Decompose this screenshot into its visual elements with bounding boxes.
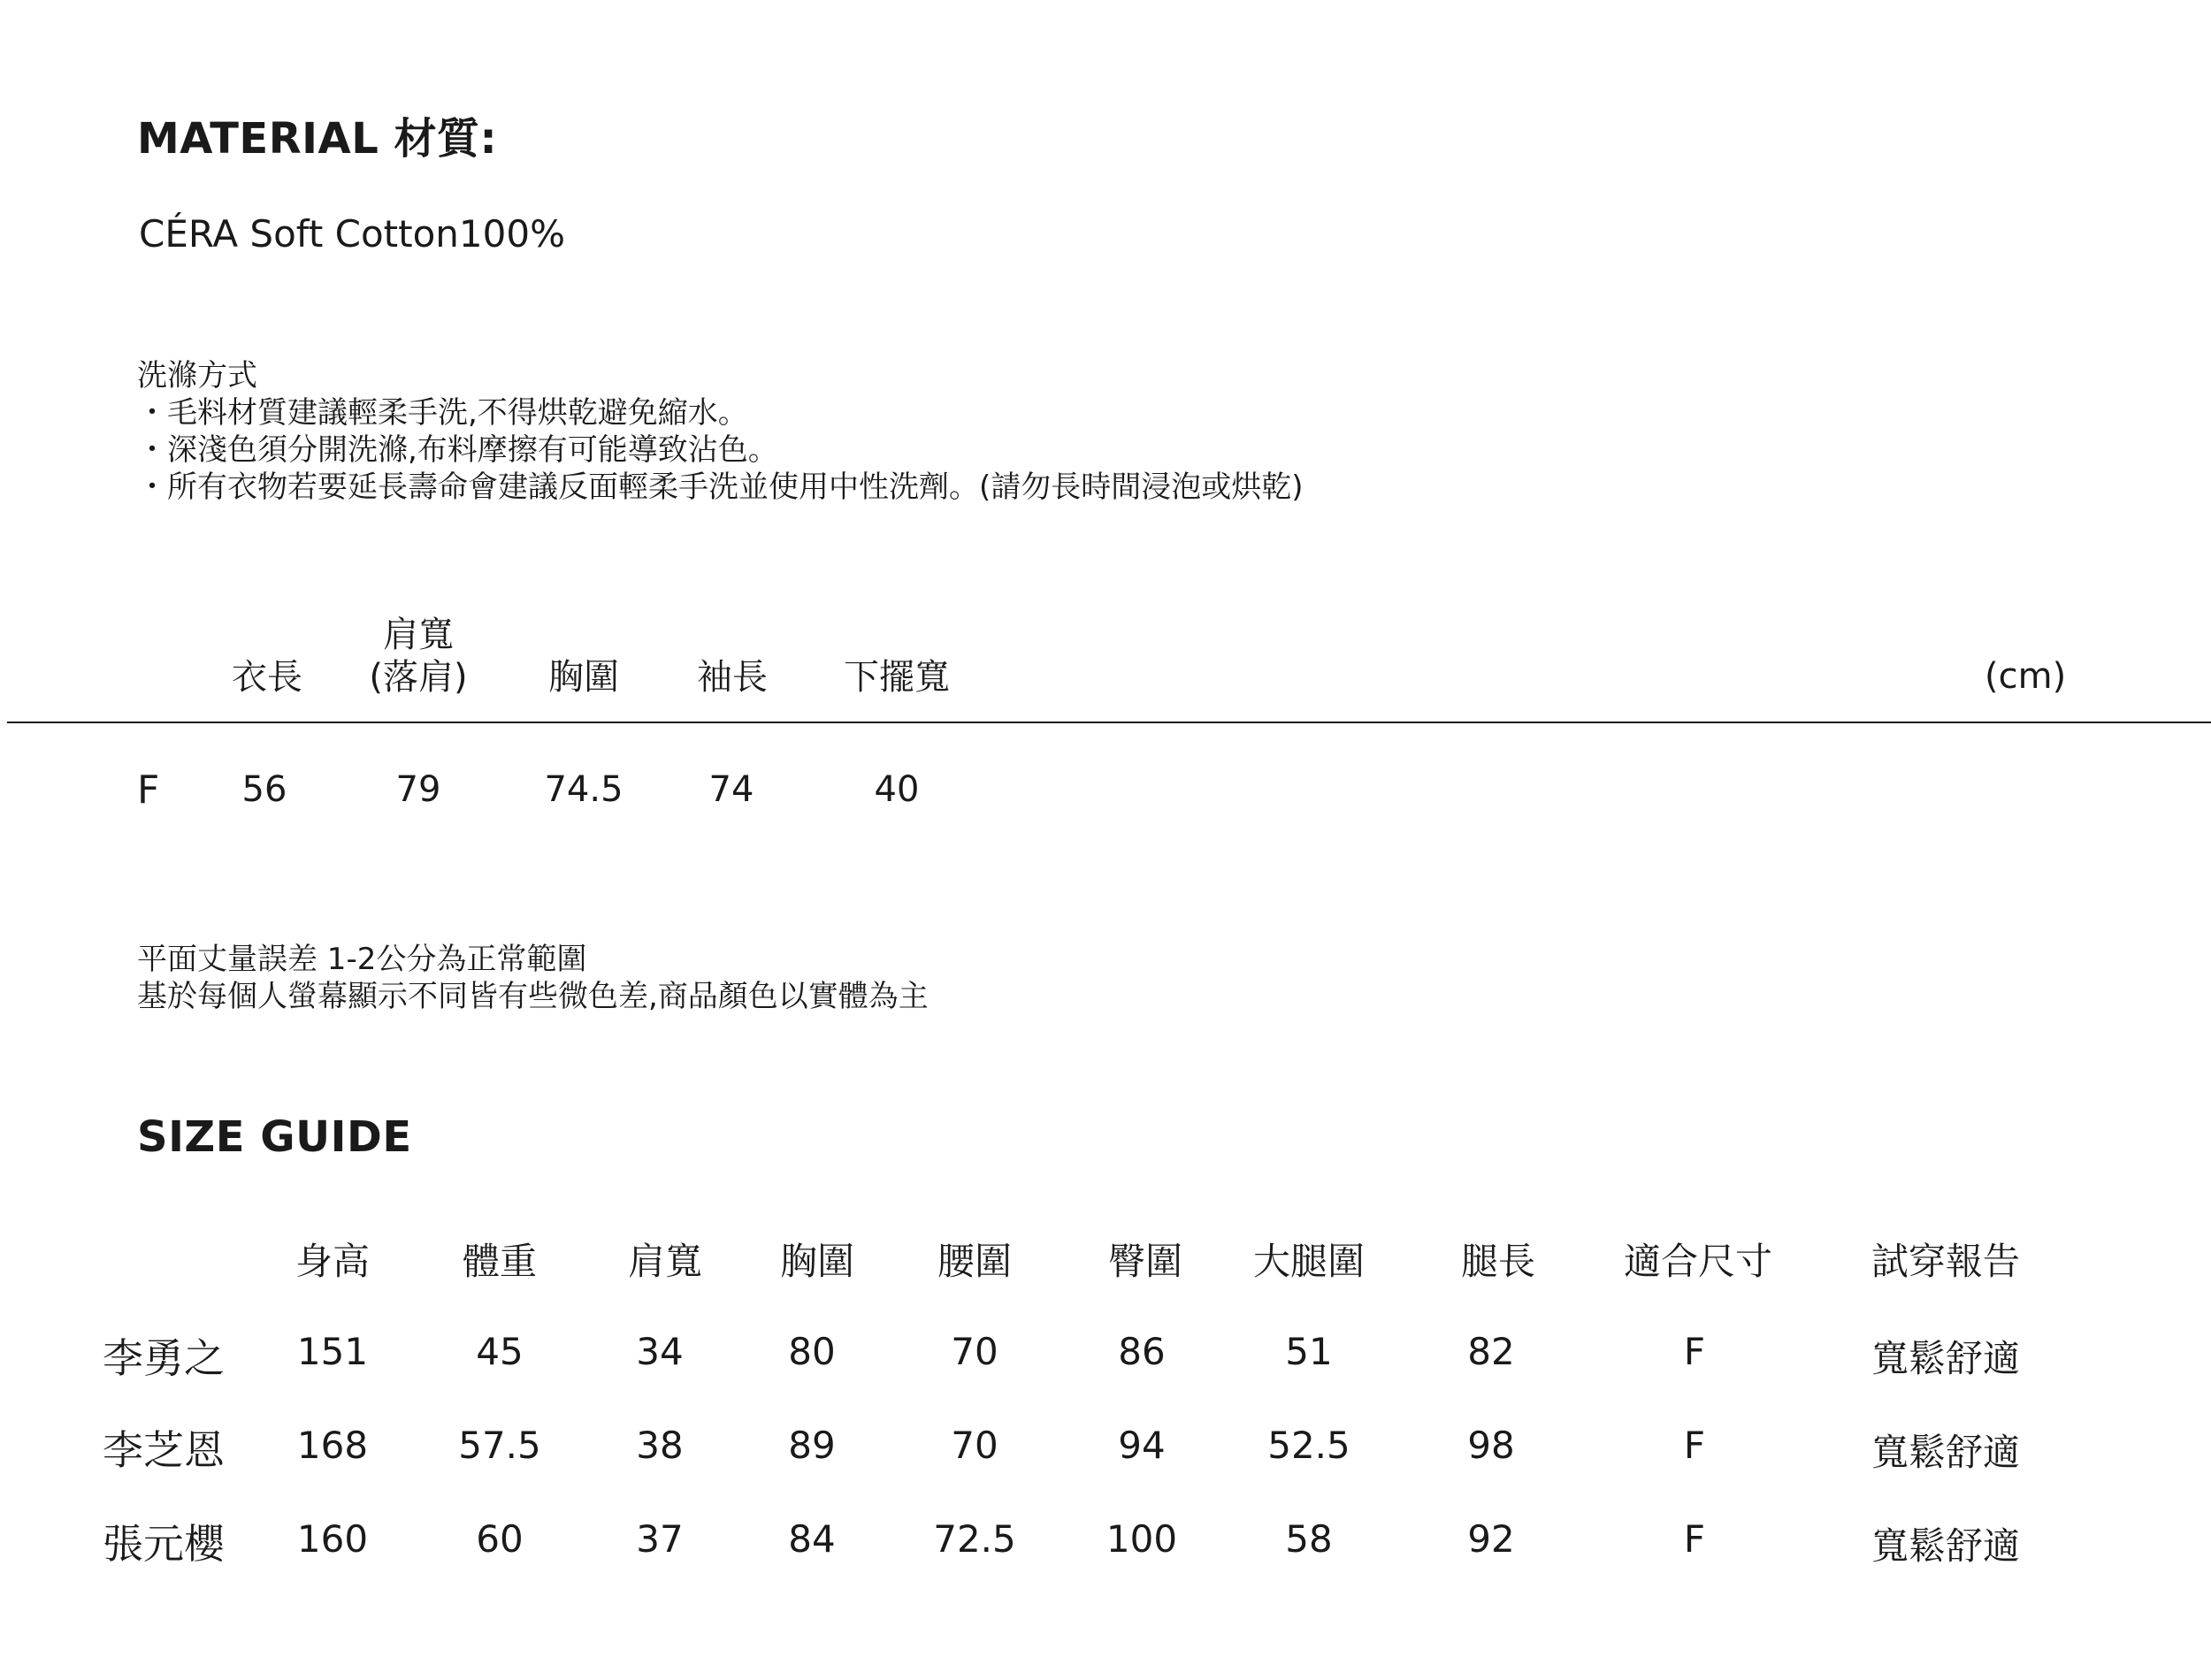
care-line: ・毛料材質建議輕柔手洗,不得烘乾避免縮水。 [137,395,748,431]
measure-value: 40 [874,769,920,810]
guide-value: 100 [1106,1517,1178,1561]
measure-header-hem: 下擺寬 [844,657,950,698]
measure-size-label: F [137,767,160,813]
guide-value: 84 [788,1517,836,1561]
guide-value: 38 [636,1424,684,1467]
guide-value: 57.5 [458,1424,541,1467]
guide-value: F [1683,1517,1706,1561]
guide-value: 80 [788,1330,836,1373]
guide-value: F [1683,1330,1706,1373]
measure-header-shoulder: 肩寬 (落肩) [369,615,468,698]
guide-value: 寬鬆舒適 [1871,1431,2021,1474]
guide-header-chest: 胸圍 [779,1240,855,1283]
measure-unit: (cm) [1985,656,2067,697]
guide-value: 34 [636,1330,684,1373]
guide-value: 86 [1118,1330,1166,1373]
guide-value: 94 [1118,1424,1166,1467]
guide-header-waist: 腰圍 [937,1240,1013,1283]
guide-header-fit-report: 試穿報告 [1871,1240,2021,1283]
guide-model-name: 李芝恩 [103,1426,225,1474]
guide-header-shoulder: 肩寬 [627,1240,703,1283]
guide-value: 寬鬆舒適 [1871,1337,2021,1380]
guide-header-hip: 臀圍 [1107,1240,1183,1283]
guide-value: 98 [1467,1424,1515,1467]
guide-value: 151 [296,1330,369,1373]
guide-model-name: 李勇之 [103,1334,225,1382]
guide-value: 160 [296,1517,369,1561]
guide-value: 60 [476,1517,524,1561]
guide-value: 92 [1467,1517,1515,1561]
guide-value: 168 [296,1424,369,1467]
table-divider [7,722,2211,723]
measure-header-chest: 胸圍 [548,657,619,698]
guide-header-thigh: 大腿圍 [1252,1240,1366,1283]
guide-value: 51 [1285,1330,1333,1373]
care-line: ・所有衣物若要延長壽命會建議反面輕柔手洗並使用中性洗劑。(請勿長時間浸泡或烘乾) [137,470,1304,505]
guide-value: 45 [476,1330,524,1373]
measure-value: 56 [241,769,287,810]
measurement-notes [137,941,929,1015]
material-value: CÉRA Soft Cotton100% [139,212,565,256]
measure-header-sleeve: 袖長 [697,657,768,698]
guide-value: 70 [951,1424,998,1467]
guide-value: 37 [636,1517,684,1561]
guide-header-fit-size: 適合尺寸 [1623,1240,1773,1283]
guide-value: 89 [788,1424,836,1467]
guide-value: 52.5 [1267,1424,1350,1467]
measure-header-length: 衣長 [232,657,302,698]
guide-value: 70 [951,1330,998,1373]
guide-header-height: 身高 [295,1240,371,1283]
care-line: ・深淺色須分開洗滌,布料摩擦有可能導致沾色。 [137,432,778,468]
guide-header-leg-length: 腿長 [1460,1240,1536,1283]
care-title: 洗滌方式 [137,358,257,393]
guide-value: 82 [1467,1330,1515,1373]
guide-value: 72.5 [933,1517,1016,1561]
guide-value: 寬鬆舒適 [1871,1524,2021,1568]
note-line: 平面丈量誤差 1-2公分為正常範圍 [137,942,587,977]
care-instructions [137,357,1304,506]
guide-value: F [1683,1424,1706,1467]
material-heading: MATERIAL 材質: [137,114,498,164]
guide-model-name: 張元櫻 [103,1520,225,1568]
measure-value: 79 [395,769,441,810]
measure-value: 74.5 [544,769,624,810]
guide-value: 58 [1285,1517,1333,1561]
size-guide-heading: SIZE GUIDE [137,1112,412,1162]
note-line: 基於每個人螢幕顯示不同皆有些微色差,商品顏色以實體為主 [137,979,929,1014]
measure-value: 74 [708,769,754,810]
guide-header-weight: 體重 [462,1240,538,1283]
